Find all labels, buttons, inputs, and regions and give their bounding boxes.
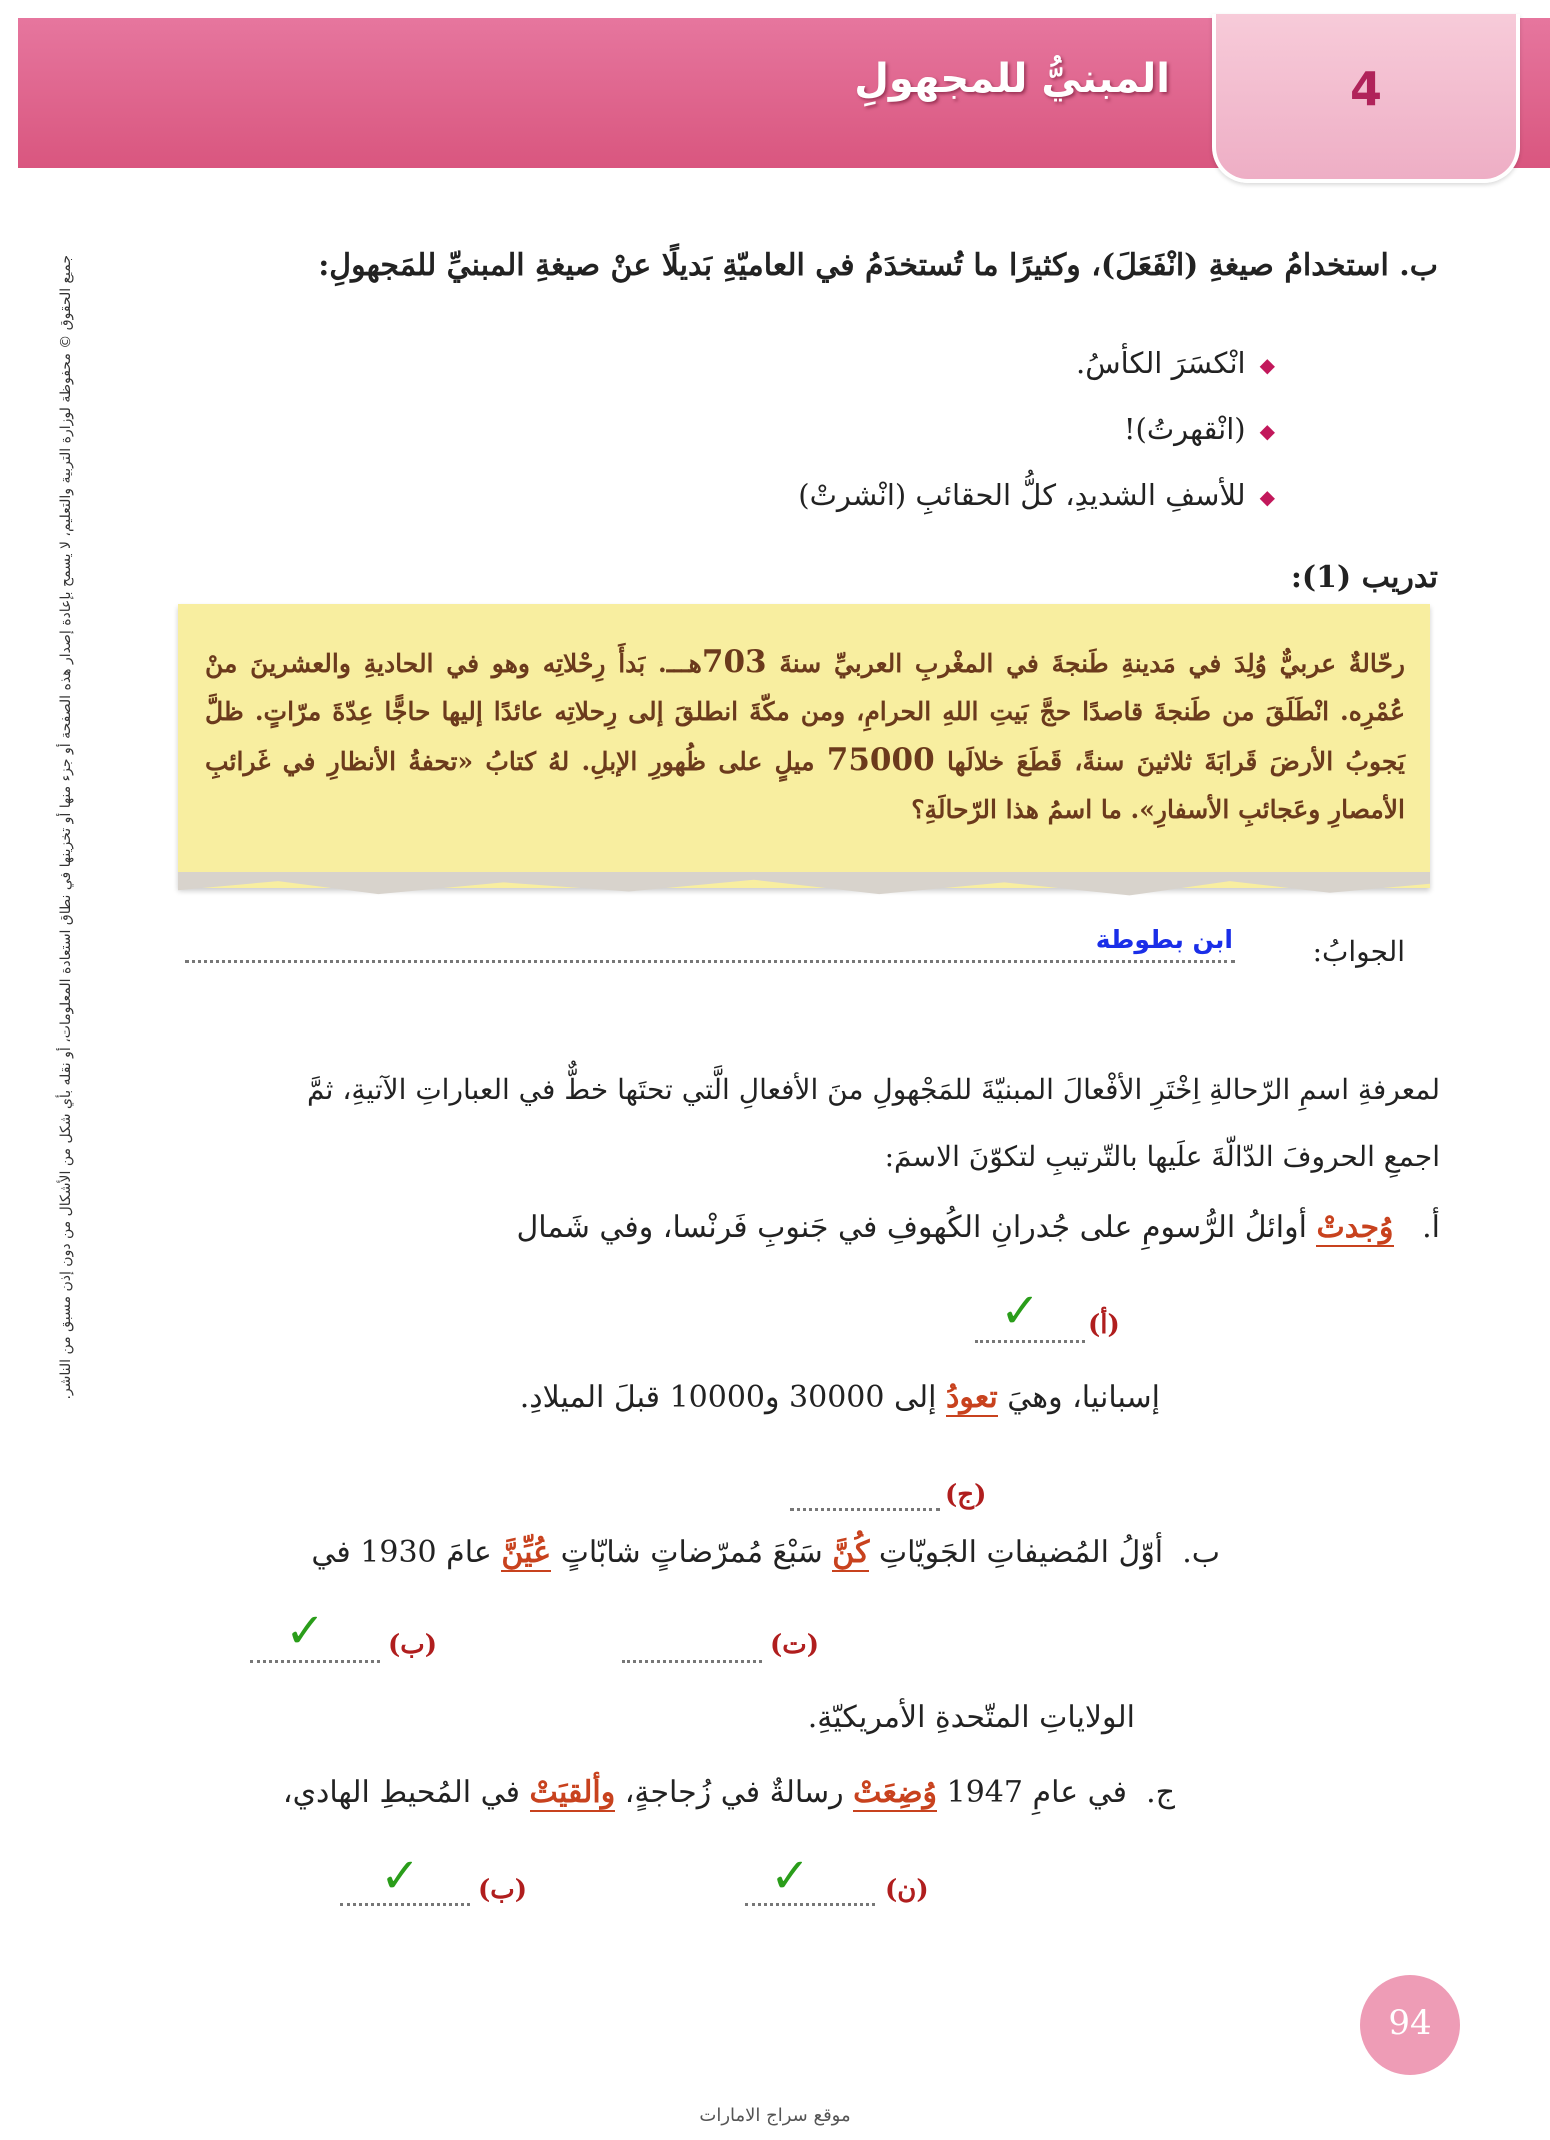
list-item: ◆(انْقهرتُ)! bbox=[675, 396, 1275, 462]
diamond-bullet-icon: ◆ bbox=[1259, 353, 1275, 377]
sentence-a-line-1: أ. وُجدتْ أوائلُ الرُّسومِ على جُدرانِ الكُهوفِ في جَنوبِ فَرنْسا، وفي شَمال bbox=[516, 1210, 1440, 1245]
lesson-title: المبنيُّ للمجهولِ bbox=[854, 56, 1170, 102]
verb-underlined: وُجدتْ bbox=[1316, 1210, 1394, 1245]
verb-underlined: عُيِّنَّ bbox=[501, 1535, 552, 1570]
instruction-line-1: لمعرفةِ اسمِ الرّحالةِ اِخْتَرِ الأفْعالَ المبنيّةَ للمَجْهولِ منَ الأفعالِ الَّتي تحتَها خطٌّ في العباراتِ الآتيةِ، ثمَّ bbox=[307, 1073, 1440, 1106]
check-icon: ✓ bbox=[380, 1848, 421, 1904]
sentence-b-line-2: الولاياتِ المتّحدةِ الأمريكيّةِ. bbox=[807, 1700, 1135, 1735]
verb-underlined: وُضِعَتْ bbox=[853, 1775, 938, 1810]
diamond-bullet-icon: ◆ bbox=[1259, 419, 1275, 443]
lesson-number-tab bbox=[1212, 14, 1520, 183]
lesson-number: 4 bbox=[1349, 62, 1382, 116]
verb-underlined: وألقيَتْ bbox=[529, 1775, 616, 1810]
letter-marker: (ت) bbox=[770, 1630, 820, 1660]
letter-marker: (ج) bbox=[945, 1480, 987, 1510]
diamond-bullet-icon: ◆ bbox=[1259, 485, 1275, 509]
letter-marker: (أ) bbox=[1088, 1310, 1120, 1340]
answer-blank bbox=[622, 1660, 762, 1663]
answer-blank bbox=[790, 1508, 940, 1511]
check-icon: ✓ bbox=[285, 1603, 326, 1659]
letter-marker: (ب) bbox=[478, 1875, 528, 1905]
answer-label: الجوابُ: bbox=[1312, 935, 1405, 968]
answer-blank bbox=[975, 1340, 1085, 1343]
intro-line: ب. استخدامُ صيغةِ (انْفَعَلَ)، وكثيرًا ما تُستخدَمُ في العاميّةِ بَديلًا عنْ صيغةِ المبنيِّ للمَجهولِ: bbox=[318, 248, 1438, 283]
instruction-line-2: اجمعِ الحروفَ الدّالّةَ علَيها بالتّرتيبِ لتكوّنَ الاسمَ: bbox=[884, 1140, 1440, 1173]
list-item: ◆انْكسَرَ الكأسُ. bbox=[675, 330, 1275, 396]
examples-list bbox=[675, 330, 1275, 528]
answer-value[interactable]: ابن بطوطة bbox=[1095, 925, 1233, 954]
verb-underlined: تعودُ bbox=[946, 1380, 998, 1415]
note-text: رحّالةٌ عربيٌّ وُلِدَ في مَدينةِ طَنجةَ في المغْربِ العربيِّ سنةَ 703هـــ. بَدأَ رِحْلاتِه وهو في الحاديةِ والعشرينَ منْ عُمْرِه. انْطَلَقَ من طَنجةَ قاصدًا حجَّ بَيتِ اللهِ الحرامِ، ومن مكّةَ انطلقَ إلى رِحلاتِه عائدًا إليها حاجًّا عِدّةَ مرّاتٍ. ظلَّ يَجوبُ الأرضَ قَرابَةَ ثلاثينَ سنةً، قَطَعَ خلالَها 75000 ميلٍ على ظُهورِ الإبلِ. لهُ كتابُ «تحفةُ الأنظارِ في غَرائبِ الأمصارِ وعَجائبِ الأسفارِ». ما اسمُ هذا الرّحالَةِ؟ bbox=[205, 644, 1405, 824]
year-value: 703 bbox=[701, 644, 767, 680]
sentence-b-line-1: ب. أوّلُ المُضيفاتِ الجَويّاتِ كُنَّ سَبْعَ مُمرّضاتٍ شابّاتٍ عُيِّنَّ عامَ 1930 في bbox=[311, 1535, 1220, 1570]
footer-site-name: موقع سراج الامارات bbox=[699, 2105, 851, 2126]
sentence-c-line-1: ج. في عامِ 1947 وُضِعَتْ رسالةٌ في زُجاجةٍ، وألقيَتْ في المُحيطِ الهادي، bbox=[282, 1775, 1175, 1810]
answer-blank bbox=[250, 1660, 380, 1663]
exercise-title: تدريب (1): bbox=[1290, 560, 1438, 595]
letter-marker: (ب) bbox=[388, 1630, 438, 1660]
list-item: ◆للأسفِ الشديدِ، كلُّ الحقائبِ (انْشرتْ) bbox=[675, 462, 1275, 528]
side-copyright-text: جميع الحقوق © محفوظة لوزارة التربية والتعليم، لا يسمح بإعادة إصدار هذه الصفحة أو جزء منها أو تخزينها في نطاق استعادة المعلومات، أو نقله بأي شكل من الأشكال من دون إذن مسبق من الناشر. bbox=[58, 255, 74, 1400]
check-icon: ✓ bbox=[1000, 1283, 1041, 1339]
verb-underlined: كُنَّ bbox=[832, 1535, 870, 1570]
letter-marker: (ن) bbox=[885, 1875, 929, 1905]
check-icon: ✓ bbox=[770, 1848, 811, 1904]
page-number: 94 bbox=[1388, 2003, 1432, 2043]
sentence-a-line-2: إسبانيا، وهيَ تعودُ إلى 30000 و10000 قبلَ الميلادِ. bbox=[519, 1380, 1160, 1415]
distance-value: 75000 bbox=[826, 742, 935, 778]
answer-line bbox=[185, 960, 1235, 963]
